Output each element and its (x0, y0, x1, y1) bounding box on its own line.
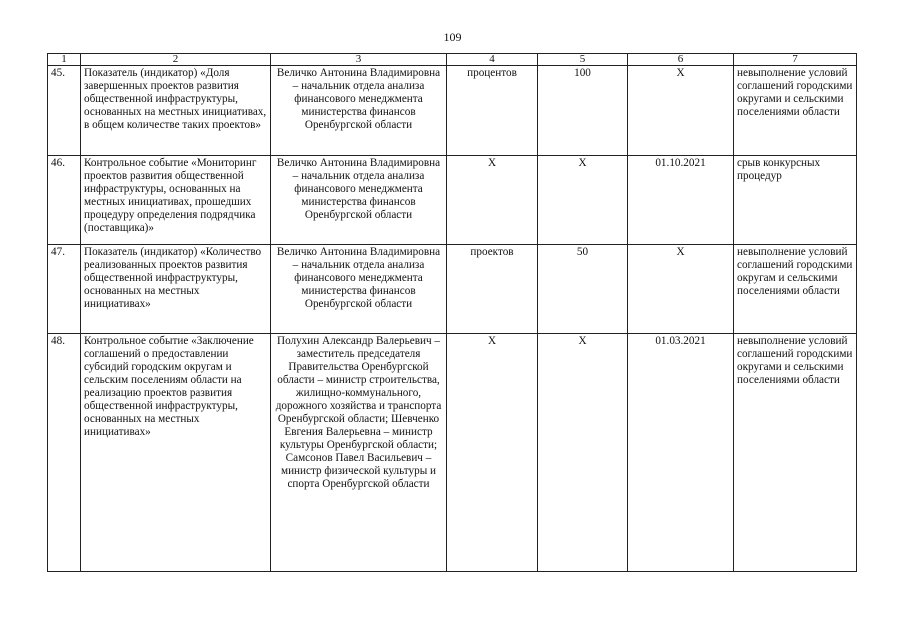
row-number: 48. (48, 334, 81, 572)
risk-cell: невыполнение условий соглашений городскими округами и сельскими поселениями области (734, 334, 857, 572)
responsible-person: Величко Антонина Владимировна – начальник отдела анализа финансового менеджмента министерства финансов Оренбургской области (271, 66, 447, 156)
value-cell: Х (538, 156, 628, 245)
event-name: Контрольное событие «Мониторинг проектов развития общественной инфраструктуры, основанных на местных инициативах, прошедших процедуру определения подрядчика (поставщика)» (81, 156, 271, 245)
risk-cell: невыполнение условий соглашений городскими округами и сельскими поселениями области (734, 66, 857, 156)
row-number: 46. (48, 156, 81, 245)
column-number-row (48, 54, 857, 66)
column-header: 5 (538, 54, 628, 66)
document-table (47, 53, 857, 572)
value-cell: 100 (538, 66, 628, 156)
event-name: Контрольное событие «Заключение соглашений о предоставлении субсидий городским округам и сельским поселениям области на реализацию проектов развития общественной инфраструктуры, основанных на местных инициативах» (81, 334, 271, 572)
table-row (48, 245, 857, 334)
row-number: 47. (48, 245, 81, 334)
responsible-person: Величко Антонина Владимировна – начальник отдела анализа финансового менеджмента министерства финансов Оренбургской области (271, 245, 447, 334)
table-row (48, 66, 857, 156)
column-header: 2 (81, 54, 271, 66)
unit-cell: процентов (447, 66, 538, 156)
date-cell: 01.03.2021 (628, 334, 734, 572)
responsible-person: Полухин Александр Валерьевич – заместитель председателя Правительства Оренбургской области – министр строительства, жилищно-коммунального, дорожного хозяйства и транспорта Оренбургской области; Шевченко Евгения Валерьевна – министр культуры Оренбургской области; Самсонов Павел Васильевич – министр физической культуры и спорта Оренбургской области (271, 334, 447, 572)
responsible-person: Величко Антонина Владимировна – начальник отдела анализа финансового менеджмента министерства финансов Оренбургской области (271, 156, 447, 245)
table-row (48, 156, 857, 245)
event-name: Показатель (индикатор) «Доля завершенных проектов развития общественной инфраструктуры, основанных на местных инициативах, в общем количестве таких проектов» (81, 66, 271, 156)
column-header: 7 (734, 54, 857, 66)
event-name: Показатель (индикатор) «Количество реализованных проектов развития общественной инфраструктуры, основанных на местных инициативах» (81, 245, 271, 334)
risk-cell: срыв конкурсных процедур (734, 156, 857, 245)
column-header: 4 (447, 54, 538, 66)
table-row (48, 334, 857, 572)
column-header: 3 (271, 54, 447, 66)
page-number: 109 (443, 30, 462, 44)
risk-cell: невыполнение условий соглашений городскими округам и сельскими поселениями области (734, 245, 857, 334)
row-number: 45. (48, 66, 81, 156)
date-cell: Х (628, 245, 734, 334)
column-header: 6 (628, 54, 734, 66)
unit-cell: проектов (447, 245, 538, 334)
date-cell: Х (628, 66, 734, 156)
column-header: 1 (48, 54, 81, 66)
unit-cell: Х (447, 334, 538, 572)
date-cell: 01.10.2021 (628, 156, 734, 245)
value-cell: 50 (538, 245, 628, 334)
value-cell: Х (538, 334, 628, 572)
unit-cell: Х (447, 156, 538, 245)
